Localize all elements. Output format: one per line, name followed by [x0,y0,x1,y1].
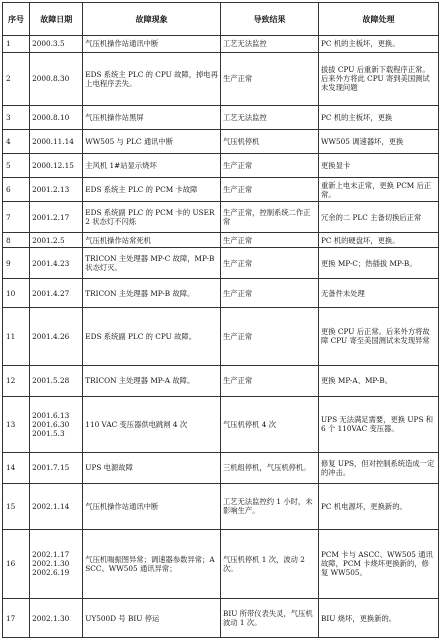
cell-no: 15 [3,483,30,529]
cell-result: 气压机停机 [220,129,318,153]
table-row [3,233,439,247]
cell-symptom: 气压机操作站通讯中断 [83,483,221,529]
table-row [3,129,439,153]
header-date: 故障日期 [30,3,83,36]
cell-symptom: 主风机 1#站显示烧坏 [83,153,221,177]
header-no: 序号 [3,3,30,36]
cell-no: 13 [3,397,30,452]
cell-handling: 冗余的二 PLC 主备切换后正常 [319,202,439,233]
cell-date: 2001.2.13 [30,178,83,202]
cell-date: 2001.4.27 [30,279,83,308]
cell-handling: 拔拔 CPU 后重新下载程序正常。后来外方将此 CPU 寄到美国测试未发现问题 [319,52,439,105]
cell-date: 2001.5.28 [30,365,83,396]
cell-result: 生产正常，控制系统二作正常 [220,202,318,233]
cell-no: 8 [3,233,30,247]
table-row [3,52,439,105]
cell-handling: PC 机的硬盘坏，更换。 [319,233,439,247]
cell-no: 16 [3,529,30,599]
table-row [3,452,439,483]
cell-handling: 重新上电未正常，更换 PCM 后正常。 [319,178,439,202]
table-row [3,529,439,599]
cell-date: 2001.2.5 [30,233,83,247]
cell-result: 生产正常 [220,247,318,278]
cell-date: 2001.6.13 2001.6.30 2001.5.3 [30,397,83,452]
cell-handling: 更换 CPU 后正常。后来外方将故障 CPU 寄至美国测试未发现异常 [319,308,439,366]
cell-symptom: 气压机操作站常死机 [83,233,221,247]
cell-date: 2001.2.17 [30,202,83,233]
cell-symptom: UPS 电源故障 [83,452,221,483]
cell-no: 4 [3,129,30,153]
table-row [3,483,439,529]
cell-handling: BIU 烧坏，更换新的。 [319,599,439,638]
cell-result: 生产正常 [220,233,318,247]
cell-handling: 无备件未处理 [319,279,439,308]
cell-handling: PCM 卡与 ASCC、WW505 通讯故障，PCM 卡烧坏更换新的，修复 WW505。 [319,529,439,599]
cell-symptom: UY500D 号 BIU 停运 [83,599,221,638]
table-body [3,36,439,638]
table-row [3,36,439,53]
cell-date: 2001.7.15 [30,452,83,483]
cell-date: 2000.3.5 [30,36,83,53]
cell-no: 12 [3,365,30,396]
cell-no: 9 [3,247,30,278]
cell-no: 14 [3,452,30,483]
header-symptom: 故障现象 [83,3,221,36]
cell-no: 6 [3,178,30,202]
cell-no: 10 [3,279,30,308]
cell-result: 生产正常 [220,178,318,202]
cell-result: 生产正常 [220,52,318,105]
cell-symptom: TRICON 主处理器 MP-B 故障。 [83,279,221,308]
header-handling: 故障处理 [319,3,439,36]
cell-result: 气压机停机 1 次，波动 2 次。 [220,529,318,599]
cell-result: 气压机停机 4 次 [220,397,318,452]
cell-result: 生产正常 [220,153,318,177]
cell-no: 3 [3,105,30,129]
cell-no: 1 [3,36,30,53]
table-row [3,178,439,202]
cell-date: 2000.11.14 [30,129,83,153]
table-row [3,397,439,452]
cell-handling: WW505 调速器坏，更换 [319,129,439,153]
cell-symptom: 气压机操作站通讯中断 [83,36,221,53]
header-result: 导致结果 [220,3,318,36]
cell-symptom: EDS 系统主 PLC 的 PCM 卡故障 [83,178,221,202]
cell-symptom: TRICON 主处理器 MP-C 故障，MP-B 状态灯灭。 [83,247,221,278]
cell-handling: PC 机电源坏，更换新的。 [319,483,439,529]
cell-result: 工艺无法监控约 1 小时，未影响生产。 [220,483,318,529]
table-row [3,153,439,177]
cell-symptom: TRICON 主处理器 MP-A 故障。 [83,365,221,396]
cell-handling: PC 机的主板坏，更换。 [319,36,439,53]
cell-date: 2001.4.23 [30,247,83,278]
cell-handling: 更换 MP-A、MP-B。 [319,365,439,396]
cell-date: 2002.1.17 2002.1.30 2002.6.19 [30,529,83,599]
cell-symptom: EDS 系统副 PLC 的 PCM 卡的 USER2 状态灯不闪烁 [83,202,221,233]
cell-result: 工艺无法监控 [220,36,318,53]
cell-date: 2000.8.10 [30,105,83,129]
cell-symptom: EDS 系统副 PLC 的 CPU 故障。 [83,308,221,366]
cell-handling: 修复 UPS，但对控制系统造成一定的冲击。 [319,452,439,483]
cell-handling: 更换显卡 [319,153,439,177]
cell-result: 生产正常 [220,365,318,396]
cell-handling: PC 机的主板坏，更换 [319,105,439,129]
cell-result: 生产正常 [220,279,318,308]
cell-no: 11 [3,308,30,366]
table-row [3,279,439,308]
cell-no: 7 [3,202,30,233]
table-row [3,105,439,129]
cell-no: 2 [3,52,30,105]
cell-handling: 更换 MP-C；热插拔 MP-B。 [319,247,439,278]
fault-record-table [2,2,439,638]
table-row [3,365,439,396]
cell-result: 生产正常 [220,308,318,366]
table-row [3,247,439,278]
cell-symptom: EDS 系统主 PLC 的 CPU 故障，掉电再上电程序丢失。 [83,52,221,105]
table-header [3,3,439,36]
cell-symptom: 气压机喘振图异常；调速器参数异常；ASCC、WW505 通讯异常； [83,529,221,599]
cell-result: 三机组停机，气压机停机。 [220,452,318,483]
cell-result: 工艺无法监控 [220,105,318,129]
header-row [3,3,439,36]
cell-symptom: 气压机操作站黑屏 [83,105,221,129]
cell-symptom: 110 VAC 变压器供电跳闸 4 次 [83,397,221,452]
table-row [3,599,439,638]
table-row [3,202,439,233]
cell-symptom: WW505 与 PLC 通讯中断 [83,129,221,153]
cell-no: 5 [3,153,30,177]
cell-no: 17 [3,599,30,638]
cell-date: 2002.1.30 [30,599,83,638]
cell-date: 2000.8.30 [30,52,83,105]
cell-date: 2001.4.26 [30,308,83,366]
cell-date: 2000.12.15 [30,153,83,177]
cell-date: 2002.1.14 [30,483,83,529]
cell-result: BIU 所带仪表失灵，气压机波动 1 次。 [220,599,318,638]
cell-handling: UPS 无法满足需要，更换 UPS 和 6 个 110VAC 变压器。 [319,397,439,452]
table-row [3,308,439,366]
